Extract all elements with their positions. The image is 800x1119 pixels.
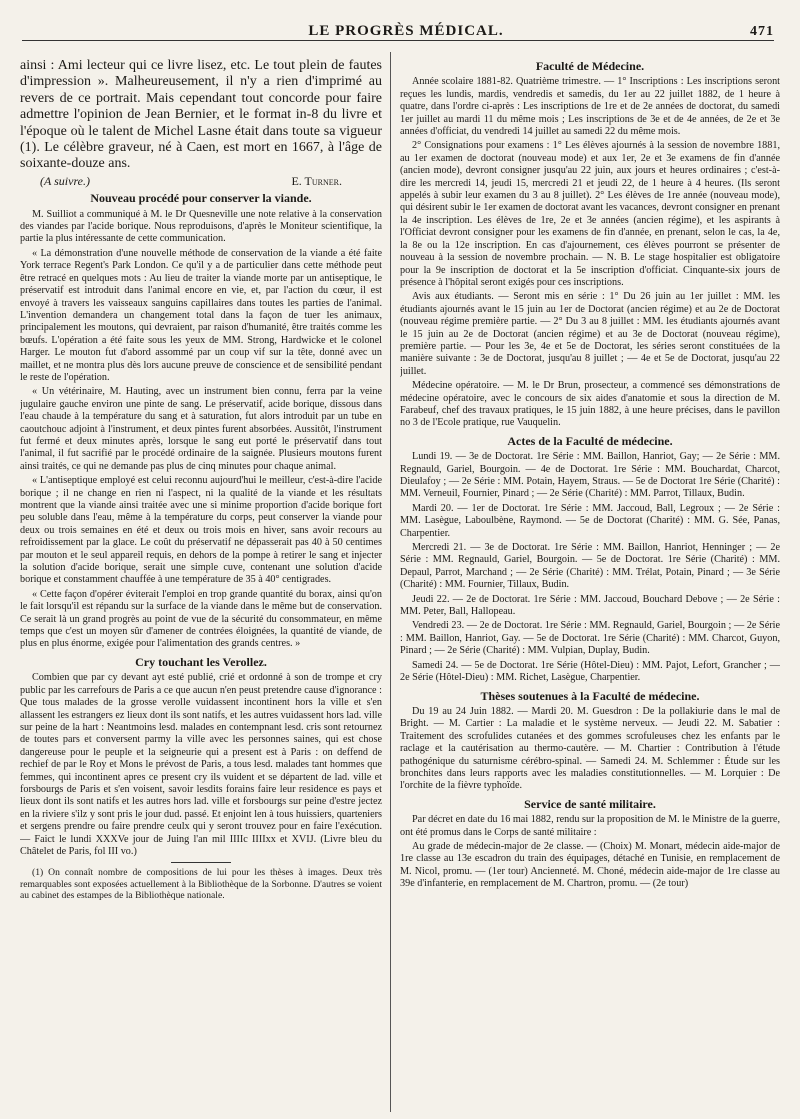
- column-divider: [390, 52, 391, 1112]
- right-column: [400, 58, 780, 1108]
- viande-paragraph-5: « Cette façon d'opérer éviterait l'emploi en trop grande quantité du borax, ainsi qu'on le fait lorsqu'il est répandu sur la surface de la viande dans le même but de conservation. Ce serait là un grand progrès au point de vue de la sécurité du consommateur, en même temps que c'est un moyen sûr d'amener de contrées éloignées, la quantité de viande, de plus en plus énorme, exigée pour l'alimentation des grands centres. »: [20, 588, 382, 650]
- author-name: E. Turner.: [291, 173, 342, 188]
- section-title-verollez: Cry touchant les Verollez.: [135, 654, 267, 669]
- faculte-paragraph-3: Avis aux étudiants. — Seront mis en série : 1° Du 26 juin au 1er juillet : MM. les étudiants ajournés avant le 15 juin au 1er de Doctorat (ancien régime) et au 2e de Doctorat (nouveau régime première partie. — 2° Du 3 au 8 juillet : MM. les étudiants ajournés avant le 15 juin au 2e de Doctorat (ancien régime) et au 3e de Doctorat (nouveau régime), première partie. — Pour les 3e, 4e et 5e de Doctorat, les séries seront constituées de la manière suivante : 3e de Doctorat, jusqu'au 8 juillet ; — 4e et 5e de Doctorat, jusqu'au 22 juillet.: [400, 291, 780, 377]
- actes-samedi: Samedi 24. — 5e de Doctorat. 1re Série (Hôtel-Dieu) : MM. Pajot, Lefort, Grancher ; — 2e Série (Hôtel-Dieu) : MM. Richet, Lasègue, Charpentier.: [400, 659, 780, 684]
- section-title-theses: Thèses soutenues à la Faculté de médecine.: [480, 688, 700, 703]
- journal-title: LE PROGRÈS MÉDICAL.: [308, 23, 504, 39]
- sante-paragraph-2: Au grade de médecin-major de 2e classe. — (Choix) M. Monart, médecin aide-major de 1re classe au 13e escadron du train des équipages, détaché en Tunisie, en remplacement de M. Nicol, promu. — (1er tour) Ancienneté. M. Choné, médecin aide-major de 1re classe au 39e d'infanterie, en remplacement de M. Chartron, promu. — (2e tour): [400, 840, 780, 890]
- footnote: (1) On connaît nombre de compositions de lui pour les thèses à images. Deux très remarquables sont exposées actuellement à la Bibliothèque de la Sorbonne. D'autres se voient au cabinet des estampes de la Bibliothèque nationale.: [20, 867, 382, 902]
- actes-mercredi: Mercredi 21. — 3e de Doctorat. 1re Série : MM. Baillon, Hanriot, Henninger ; — 2e Série : MM. Regnauld, Gariel, Bourgoin. — 5e de Doctorat. 1re Série (Charité) : MM. Depaul, Parrot, Marchand ; — 2e Série (Charité) : MM. Trélat, Potain, Pinard ; — 3e Série (Charité) : MM. Fournier, Tillaux, Budin.: [400, 542, 780, 591]
- actes-lundi: Lundi 19. — 3e de Doctorat. 1re Série : MM. Baillon, Hanriot, Gay; — 2e Série : MM. Regnauld, Gariel, Bourgoin. — 4e de Doctorat. 1re Série : MM. Bouchardat, Charcot, Dieulafoy ; — 2e Série : MM. Potain, Hayem, Straus. — 5e de Doctorat 1re Série (Charité) : MM. Verneuil, Fournier, Pinard ; — 2e Série (Charité) : MM. Parrot, Tillaux, Budin.: [400, 451, 780, 500]
- sante-paragraph-1: Par décret en date du 16 mai 1882, rendu sur la proposition de M. le Ministre de la guerre, ont été promus dans le Corps de santé militaire :: [400, 814, 780, 838]
- signature-line: [20, 175, 382, 187]
- to-be-continued: (A suivre.): [40, 173, 90, 188]
- theses-paragraph: Du 19 au 24 Juin 1882. — Mardi 20. M. Guesdron : De la pollakiurie dans le mal de Bright. — M. Cartier : La maladie et le système nerveux. — Jeudi 22. M. Sabatier : Traitement des scrofulides cutanées et des gommes scrofuleuses chez les enfants par le raclage et la cautérisation au thermo-cautère. — M. Chartier : Contribution à l'étude pathogénique du saturnisme cérébro-spinal. — Samedi 24. M. Schlemmer : Étude sur les bronchites dans leurs rapports avec les maladies constitutionnelles. — M. Lorquier : De l'orchite de la fièvre typhoïde.: [400, 705, 780, 792]
- faculte-paragraph-2: 2° Consignations pour examens : 1° Les élèves ajournés à la session de novembre 1881, au 1er examen de doctorat (nouveau mode) et aux 1er, 2e et 3e examens de fin d'année (ancien mode), devront consigner jusqu'au 22 juin, aux jours et heures ordinaires ; c'est-à-dire les mercredi 14, jeudi 15, mercredi 21 et jeudi 22, de 1 heure à 4 heures. (Ils seront appelés à subir leur examen du 3 au 8 juillet). 2° Les élèves de 1re année (nouveau mode), qui désirent subir le 1er examen de doctorat avant les vacances, devront consigner en prenant la 4e inscription. Les élèves de 1re, 2e et 3e années (ancien régime), et les aspirants à l'Officiat devront consigner pour les examens de fin d'année, en prenant, selon le cas, la 4e, la 8e ou la 12e inscription. En cas d'ajournement, ces élèves pourront se présenter de nouveau à la session de novembre prochain. — N. B. Le stage hospitalier est obligatoire pour la 9e inscription de doctorat et la 5e inscription d'officiat. Cinquante-six jours de présence à l'hôpital seront exigés pour ces inscriptions.: [400, 140, 780, 288]
- page-header: [22, 18, 774, 41]
- page-number: 471: [750, 24, 774, 39]
- intro-paragraph: ainsi : Ami lecteur qui ce livre lisez, etc. Le tout plein de fautes d'impression ». Malheureusement, il n'y a rien d'imprimé au revers de ce portrait. Mais cependant tout concorde pour faire admettre l'opinion de Jean Bernier, et le format in-8 du livre et l'époque où le talent de Michel Lasne était dans toute sa vigueur (1). Le célèbre graveur, né à Caen, est mort en 1667, à l'âge de soixante-douze ans.: [20, 58, 382, 172]
- verollez-paragraph: Combien que par cy devant ayt esté publié, crié et ordonné à son de trompe et cry public par les carrefours de Paris a ce que aucun n'en peust pretendre cause d'ignorance : Que tous malades de la grosse verolle vuidassent incontinent hors la ville et s'en allassent les estrangers ez lieux dont ils sont natifs, et les autres vuidassent hors lad. ville sur peine de la hart : Neantmoins lesd. malades en contempnant lesd. cris sont retournez de toutes pars et conversent parmy la ville avec les personnes saines, qui est chose dangereuse pour le peuple et la seigneurie qui a present est à Paris : on deffend de rechief de par le Roy et Mons le prévost de Paris, a tous lesd. malades tant hommes que femmes, qui incontinent apres ce present cry ils vuident et se départent de lad. ville et forsbourgs de Paris et s'en voisent, savoir lesdits forains faire leur residence es pays et lieux dont ils sont natifs et les autres hors lad. ville et forsbourgs sur peine d'estre jectez en la riviere s'ilz y sont pris le jour dud. passé. Et enjoint len à tous huissiers, quarteniers et sergens prendre ou faire prendre ceulx qui y seront trouvez pour en faire l'exécution. — Faict le lundi XXXVe jour de Juing l'an mil IIIIc IIIIxx et XVIJ. (Livre bleu du Châtelet de Paris, fol III vo.): [20, 672, 382, 857]
- viande-paragraph-1: M. Suilliot a communiqué à M. le Dr Quesneville une note relative à la conservation des viandes par l'acide borique. Nous reproduisons, d'après le Moniteur scientifique, la partie la plus intéressante de cette communication.: [20, 208, 382, 245]
- section-title-sante-militaire: Service de santé militaire.: [524, 796, 656, 811]
- viande-paragraph-2: « La démonstration d'une nouvelle méthode de conservation de la viande a été faite York terrace Regent's Park London. Ce qu'il y a de particulier dans cette méthode peut être retracé en quelques mots : Au lieu de traiter la viande morte par un antiseptique, le préservatif est introduit dans l'animal encore en vie, et, par l'action du cœur, il est envoyé à travers les vaisseaux sanguins capillaires dans toutes les parties de l'animal. L'invention demandera un changement total dans la façon de tuer les animaux, principalement les moutons, qui devraient, par raison d'humanité, être traités comme les bœufs. L'opération a été faite sous les yeux de MM. Strong, Hardwicke et le colonel Harger. Le mouton fut d'abord assommé par un coup vif sur la tête, donné avec un maillet, et ne montra plus dès lors aucune preuve de conscience et de sensibilité pendant le reste de l'opération.: [20, 247, 382, 383]
- left-column: [20, 58, 382, 1108]
- viande-paragraph-3: « Un vétérinaire, M. Hauting, avec un instrument bien connu, ferra par la veine jugulaire gauche environ une pinte de sang. Le préservatif, acide borique, dissous dans l'eau chaude à la température du sang et à saturation, fut alors introduit par un tube en caoutchouc adjoint à l'instrument, et deux pintes furent absorbées. Aussitôt, l'instrument fut fermé et deux minutes après, lorsque le sang eut porté le préservatif dans tout l'animal, il fut sacrifié par le procédé ordinaire de la saignée. Plusieurs moutons furent ainsi traités, ce qui ne demande pas plus de cinq minutes pour chaque animal.: [20, 386, 382, 472]
- actes-jeudi: Jeudi 22. — 2e de Doctorat. 1re Série : MM. Jaccoud, Bouchard Debove ; — 2e Série : MM. Peter, Ball, Hallopeau.: [400, 593, 780, 618]
- actes-mardi: Mardi 20. — 1er de Doctorat. 1re Série : MM. Jaccoud, Ball, Legroux ; — 2e Série : MM. Lasègue, Laboulbène, Raymond. — 5e de Doctorat (Charité) : MM. G. Sée, Panas, Charpentier.: [400, 502, 780, 539]
- viande-paragraph-4: « L'antiseptique employé est celui reconnu aujourd'hui le meilleur, c'est-à-dire l'acide borique ; il ne change en rien ni l'aspect, ni la qualité de la viande et les résultats montrent que la viande ainsi traitée avec une si minime proportion d'acide borique fort peu soluble dans l'eau, même à la température du corps, peut conserver la viande pour deux ou trois semaines en été et deux ou trois mois en hiver, sans avoir recours au refroidissement par la glace. Le coût du préservatif ne dépasserait pas 40 à 50 centimes par mouton et le seul appareil requis, en dehors de la pompe à retirer le sang et injecter la solution d'acide borique, serait une simple cuve, contenant une solution d'acide borique et constamment chauffée à une température de 35 à 40° centigrades.: [20, 475, 382, 586]
- actes-vendredi: Vendredi 23. — 2e de Doctorat. 1re Série : MM. Regnauld, Gariel, Bourgoin ; — 2e Série : MM. Baillon, Hanriot, Gay. — 5e de Doctorat. 1re Série (Charité) : MM. Charcot, Guyon, Pinard ; — 2e Série (Charité) : MM. Vulpian, Duplay, Budin.: [400, 620, 780, 657]
- section-title-faculte: Faculté de Médecine.: [535, 59, 645, 73]
- faculte-paragraph-1: Année scolaire 1881-82. Quatrième trimestre. — 1° Inscriptions : Les inscriptions seront reçues les lundis, mardis, vendredis et samedis, du 1er au 22 juillet 1882, de 1 heure à quatre, dans l'ordre ci-après : Les inscriptions de 1re et de 2e années de doctorat, du samedi 1er juillet au mardi 11 du même mois ; Les inscriptions de 3e et de 4e années, de 2e et 3e années d'officiat, du vendredi 14 juillet au samedi 22 du même mois.: [400, 76, 780, 138]
- faculte-paragraph-4: Médecine opératoire. — M. le Dr Brun, prosecteur, a commencé ses démonstrations de médecine opératoire, avec le concours de six aides d'anatomie et sous la direction de M. Farabeuf, chef des travaux pratiques, le 15 juin 1882, à une heure précises, dans le pavillon no 3 de l'Ecole pratique, rue Vauquelin.: [400, 380, 780, 429]
- section-title-viande: Nouveau procédé pour conserver la viande.: [90, 191, 312, 206]
- section-title-actes: Actes de la Faculté de médecine.: [507, 433, 673, 448]
- footnote-separator: [171, 862, 231, 863]
